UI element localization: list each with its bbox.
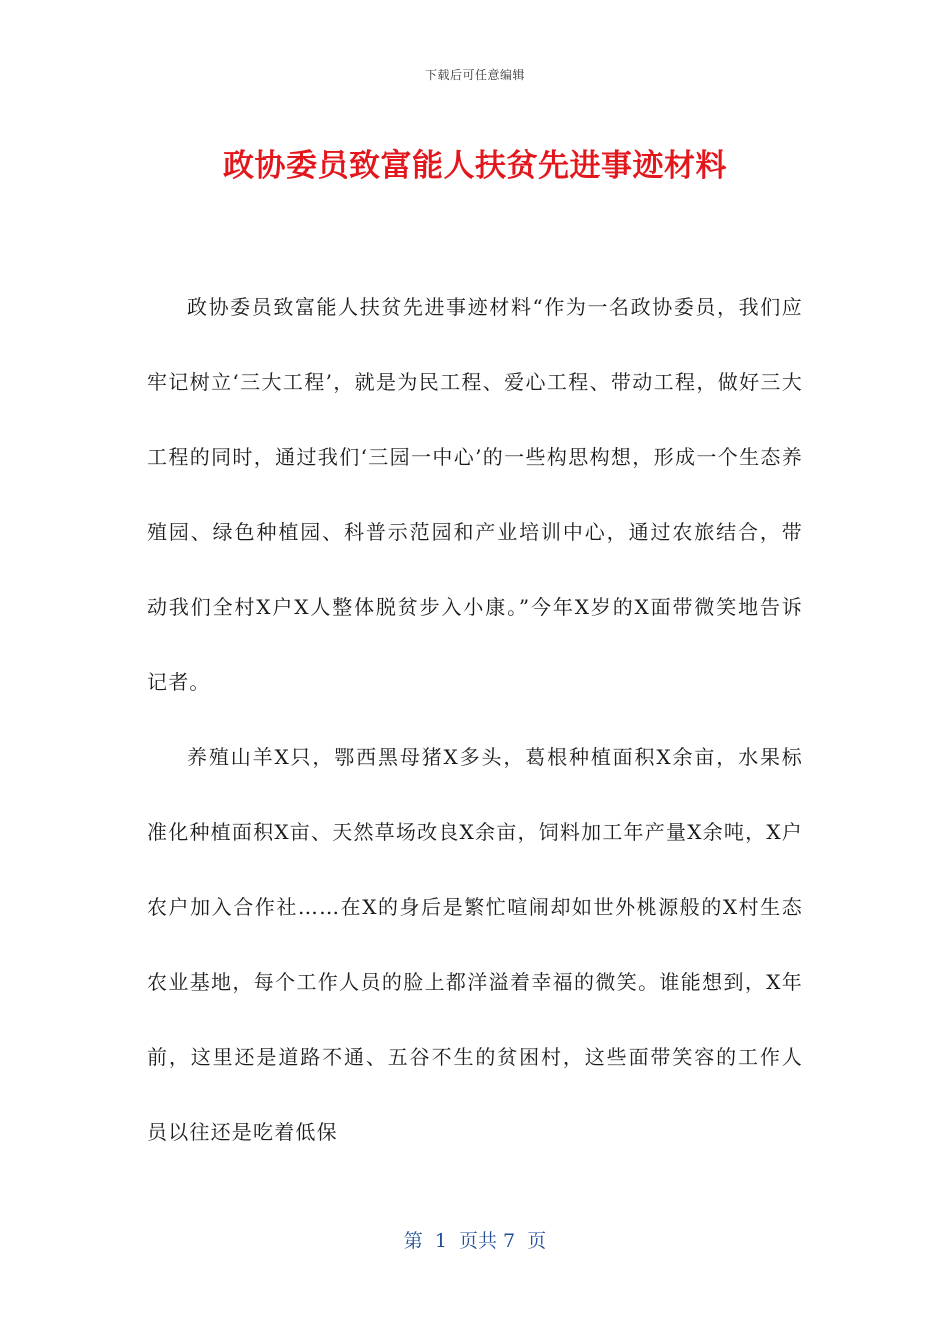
header-note: 下载后可任意编辑 (424, 68, 525, 82)
document-title: 政协委员致富能人扶贫先进事迹材料 (223, 148, 727, 184)
paragraph-2: 养殖山羊X只，鄂西黑母猪X多头，葛根种植面积X余亩，水果标准化种植面积X亩、天然草场改良X余亩，饲料加工年产量X余吨，X户农户加入合作社……在X的身后是繁忙喧闹却如世外桃源般的X村生态农业基地，每个工作人员的脸上都洋溢着幸福的微笑。谁能想到，X年前，这里还是道路不通、五谷不生的贫困村，这些面带笑容的工作人员以往还是吃着低保 (147, 745, 803, 1144)
page-footer: 第 1 页共 7 页 (403, 1230, 547, 1252)
paragraph-1: 政协委员致富能人扶贫先进事迹材料“作为一名政协委员，我们应牢记树立‘三大工程’，就是为民工程、爱心工程、带动工程，做好三大工程的同时，通过我们‘三园一中心’的一些构思构想，形成一个生态养殖园、绿色种植园、科普示范园和产业培训中心，通过农旅结合，带动我们全村X户X人整体脱贫步入小康。”今年X岁的X面带微笑地告诉记者。 (147, 295, 803, 694)
document-body (147, 270, 803, 1170)
